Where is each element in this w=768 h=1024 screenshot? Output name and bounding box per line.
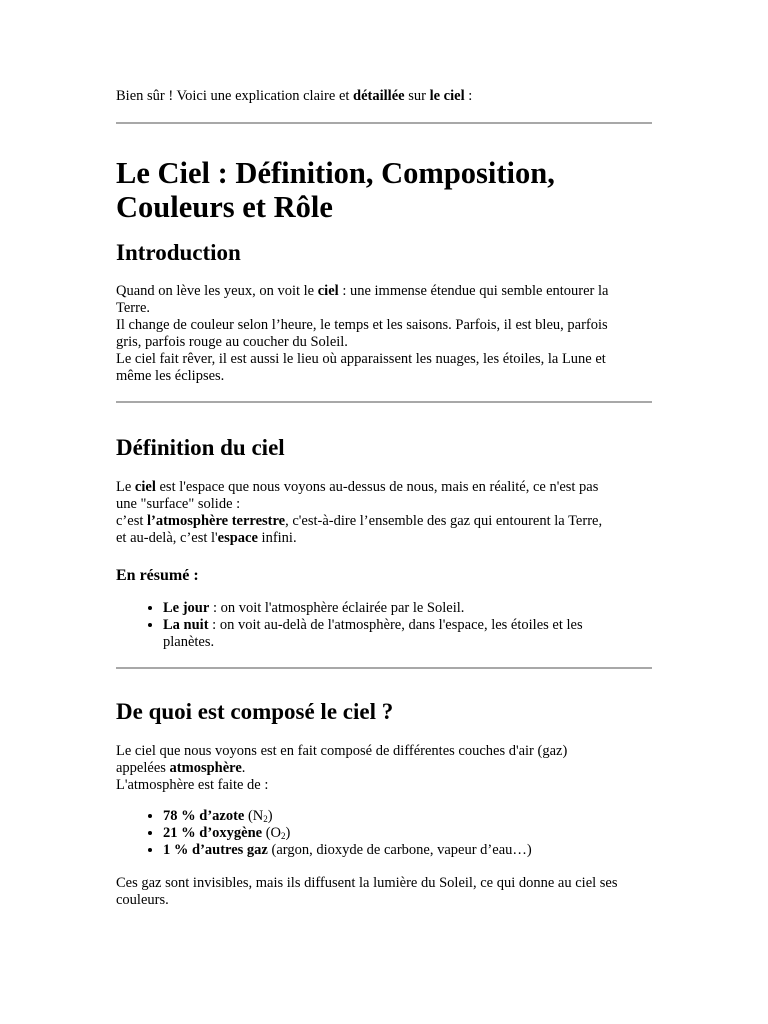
paragraph-introduction: Quand on lève les yeux, on voit le ciel : une immense étendue qui semble entourer la Terre. Il change de couleur selon l’heure, le temps et les saisons. Parfois, il est bleu, parfois gris, parfois rouge au coucher du Soleil. Le ciel fait rêver, il est aussi le lieu où apparaissent les nuages, les étoiles, la Lune et même les éclipses. <box>116 283 609 384</box>
intro-line: Bien sûr ! Voici une explication claire et détaillée sur le ciel : <box>116 88 473 104</box>
list-item: • 1 % d’autres gaz (argon, dioxyde de carbone, vapeur d’eau…) <box>163 842 652 859</box>
page-title: Le Ciel : Définition, Composition, Couleurs et Rôle <box>116 156 555 224</box>
paragraph-colors: Ces gaz sont invisibles, mais ils diffusent la lumière du Soleil, ce qui donne au ciel ses couleurs. <box>116 875 618 908</box>
separator <box>116 122 652 124</box>
list-item: • La nuit : on voit au-delà de l'atmosphère, dans l'espace, les étoiles et les planètes. <box>163 617 652 651</box>
paragraph-composition: Le ciel que nous voyons est en fait composé de différentes couches d'air (gaz) appelées atmosphère. L'atmosphère est faite de : <box>116 743 568 793</box>
summary-list <box>116 600 652 651</box>
gas-list <box>116 808 652 859</box>
heading-definition: Définition du ciel <box>116 435 285 460</box>
separator <box>116 401 652 403</box>
heading-summary: En résumé : <box>116 567 199 584</box>
heading-introduction: Introduction <box>116 240 241 265</box>
list-item: • 78 % d’azote $(N_2)$ <box>163 808 652 825</box>
heading-composition: De quoi est composé le ciel ? <box>116 699 394 724</box>
list-item: • Le jour : on voit l'atmosphère éclairée par le Soleil. <box>163 600 652 617</box>
document-content <box>116 86 652 909</box>
list-item: • 21 % d’oxygène $(O_2)$ <box>163 825 652 842</box>
paragraph-definition: Le ciel est l'espace que nous voyons au-dessus de nous, mais en réalité, ce n'est pas une "surface" solide : c’est l’atmosphère terrestre, c'est-à-dire l’ensemble des gaz qui entourent la Terre, et au-delà, c’est l'espace infini. <box>116 479 603 546</box>
separator <box>116 667 652 669</box>
